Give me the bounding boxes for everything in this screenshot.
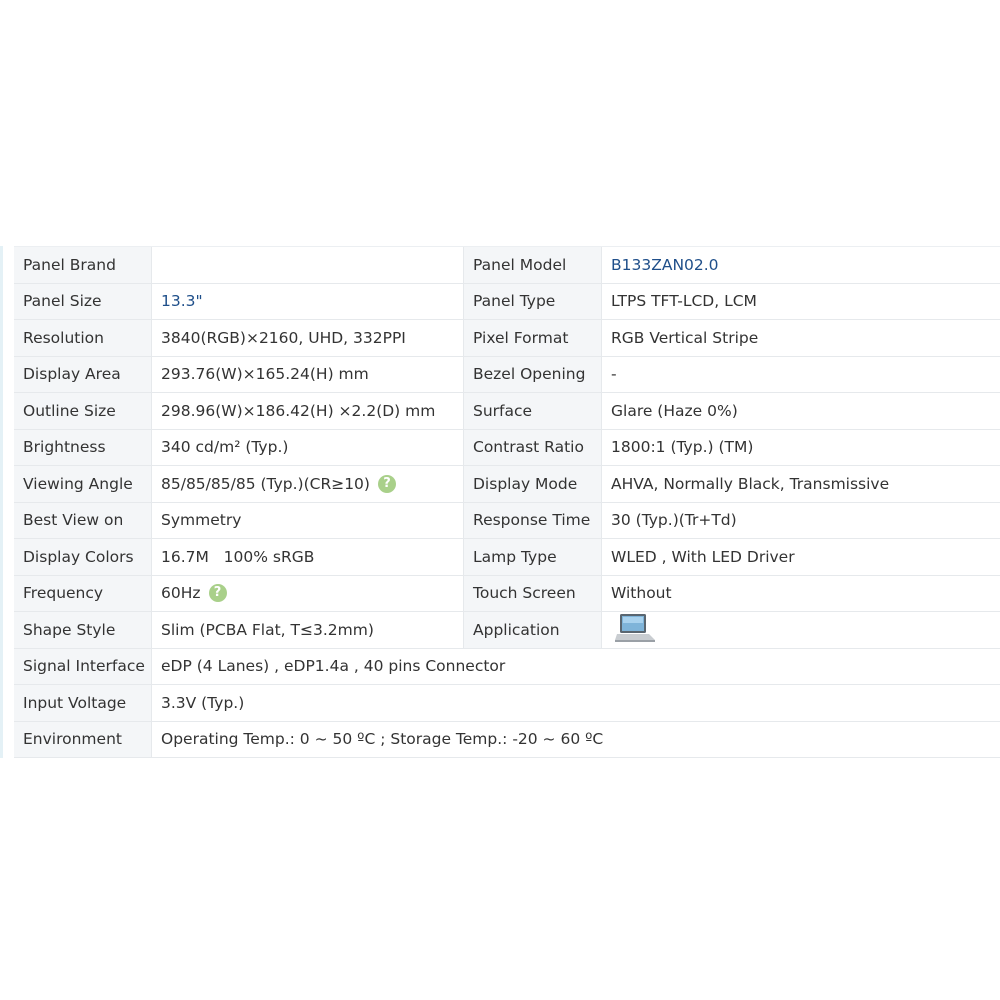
spec-label: Bezel Opening — [464, 357, 602, 393]
spec-value: 3.3V (Typ.) — [161, 693, 245, 712]
table-row — [14, 649, 1000, 686]
spec-label: Display Colors — [14, 539, 152, 575]
table-row — [14, 539, 1000, 576]
spec-value: - — [611, 365, 617, 384]
table-row — [14, 357, 1000, 394]
spec-value — [152, 539, 464, 575]
spec-label: Input Voltage — [14, 685, 152, 721]
spec-label: Display Area — [14, 357, 152, 393]
panel-model-link[interactable]: B133ZAN02.0 — [611, 255, 719, 274]
spec-label: Response Time — [464, 503, 602, 539]
table-row — [14, 722, 1000, 759]
help-icon[interactable]: ? — [378, 475, 396, 493]
spec-label: Touch Screen — [464, 576, 602, 612]
spec-table — [14, 246, 1000, 758]
laptop-icon — [613, 612, 657, 648]
spec-value: eDP (4 Lanes) , eDP1.4a , 40 pins Connector — [161, 657, 506, 676]
spec-value: 60Hz — [161, 584, 201, 603]
spec-label: Shape Style — [14, 612, 152, 648]
spec-label: Surface — [464, 393, 602, 429]
spec-label: Application — [464, 612, 602, 648]
spec-value: 298.96(W)×186.42(H) ×2.2(D) mm — [152, 393, 464, 429]
spec-label: Resolution — [14, 320, 152, 356]
spec-label: Viewing Angle — [14, 466, 152, 502]
table-row — [14, 393, 1000, 430]
spec-label: Best View on — [14, 503, 152, 539]
spec-value-text: 16.7M 100% sRGB — [161, 547, 315, 566]
table-row — [14, 503, 1000, 540]
table-row — [14, 466, 1000, 503]
spec-label: Display Mode — [464, 466, 602, 502]
spec-value: AHVA, Normally Black, Transmissive — [611, 474, 890, 493]
spec-value: WLED , With LED Driver — [611, 547, 795, 566]
spec-label: Lamp Type — [464, 539, 602, 575]
spec-label: Signal Interface — [14, 649, 152, 685]
spec-value: Slim (PCBA Flat, T≤3.2mm) — [152, 612, 464, 648]
spec-value: Symmetry — [152, 503, 464, 539]
spec-value: 1800:1 (Typ.) (TM) — [611, 438, 754, 457]
spec-value: 85/85/85/85 (Typ.)(CR≥10) — [161, 474, 370, 493]
spec-value: LTPS TFT-LCD, LCM — [611, 292, 757, 311]
spec-label: Panel Size — [14, 284, 152, 320]
spec-value-panel-brand — [152, 247, 464, 283]
spec-value: 30 (Typ.)(Tr+Td) — [611, 511, 737, 530]
spec-value: Without — [611, 584, 672, 603]
spec-label: Outline Size — [14, 393, 152, 429]
spec-value: 3840(RGB)×2160, UHD, 332PPI — [152, 320, 464, 356]
spec-label: Pixel Format — [464, 320, 602, 356]
spec-label: Environment — [14, 722, 152, 758]
spec-label: Panel Model — [464, 247, 602, 283]
help-icon[interactable]: ? — [209, 584, 227, 602]
left-edge-marker — [0, 246, 3, 758]
table-row — [14, 247, 1000, 284]
table-row — [14, 284, 1000, 321]
spec-label: Brightness — [14, 430, 152, 466]
spec-value-cell — [152, 576, 464, 612]
application-cell — [602, 612, 1000, 648]
spec-value: Glare (Haze 0%) — [611, 401, 738, 420]
spec-label: Contrast Ratio — [464, 430, 602, 466]
table-row — [14, 685, 1000, 722]
table-row — [14, 430, 1000, 467]
panel-size-link[interactable]: 13.3" — [152, 284, 464, 320]
table-row — [14, 612, 1000, 649]
spec-value: RGB Vertical Stripe — [611, 328, 759, 347]
spec-label: Frequency — [14, 576, 152, 612]
spec-value: 293.76(W)×165.24(H) mm — [152, 357, 464, 393]
spec-value: 340 cd/m² (Typ.) — [152, 430, 464, 466]
spec-label: Panel Type — [464, 284, 602, 320]
spec-value-cell — [152, 466, 464, 502]
table-row — [14, 576, 1000, 613]
table-row — [14, 320, 1000, 357]
spec-label: Panel Brand — [14, 247, 152, 283]
spec-value: Operating Temp.: 0 ~ 50 ºC ; Storage Temp.: -20 ~ 60 ºC — [161, 730, 604, 749]
